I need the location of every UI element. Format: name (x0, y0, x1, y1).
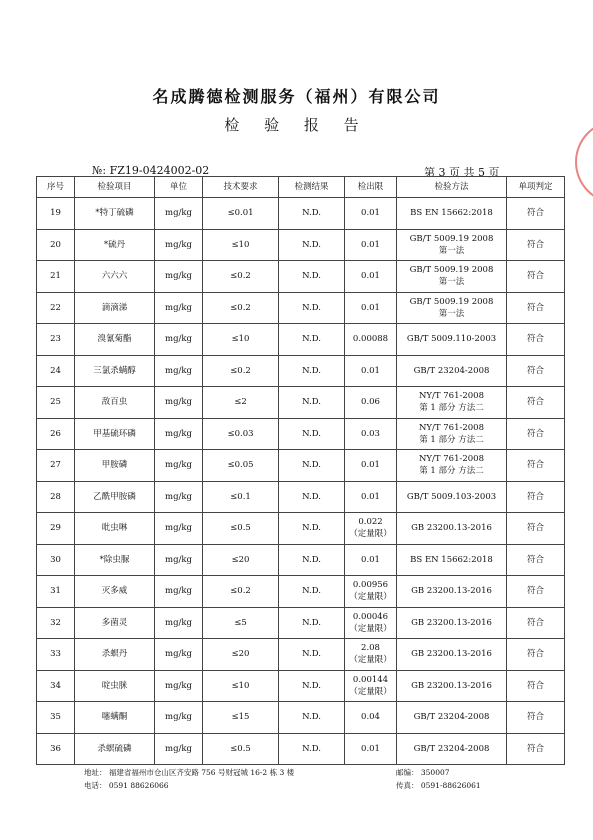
table-row (37, 607, 565, 639)
cell-verdict: 符合 (507, 198, 565, 230)
cell-no: 19 (37, 198, 75, 230)
cell-detection-limit (345, 229, 397, 261)
cell-method (397, 481, 507, 513)
cell-verdict: 符合 (507, 702, 565, 734)
cell-result: N.D. (279, 481, 345, 513)
cell-method (397, 324, 507, 356)
cell-method-line1: GB/T 23204-2008 (413, 712, 490, 723)
cell-detection-limit (345, 324, 397, 356)
cell-verdict: 符合 (507, 733, 565, 765)
cell-method-line2: 第一法 (438, 308, 465, 319)
table-row (37, 387, 565, 419)
cell-item: 乙酰甲胺磷 (75, 481, 155, 513)
footer-address: 地址： 福建省福州市仓山区齐安路 756 号财冠城 16-2 栋 3 楼 (84, 768, 295, 777)
cell-requirement: ≤0.5 (203, 733, 279, 765)
cell-item: 啶虫脒 (75, 670, 155, 702)
cell-no: 33 (37, 639, 75, 671)
cell-detection-limit (345, 702, 397, 734)
cell-item: 三氯杀螨醇 (75, 355, 155, 387)
cell-detection-limit-line1: 0.01 (361, 743, 380, 754)
cell-method-line1: GB 23200.13-2016 (411, 586, 492, 597)
cell-item: 杀螟丹 (75, 639, 155, 671)
cell-requirement: ≤0.1 (203, 481, 279, 513)
cell-unit: mg/kg (155, 261, 203, 293)
table-row (37, 544, 565, 576)
cell-detection-limit-line1: 0.04 (361, 712, 380, 723)
cell-result: N.D. (279, 355, 345, 387)
cell-item: *特丁硫磷 (75, 198, 155, 230)
cell-no: 29 (37, 513, 75, 545)
table-row (37, 198, 565, 230)
cell-detection-limit-line1: 0.00144 (352, 674, 389, 685)
cell-method (397, 229, 507, 261)
cell-result: N.D. (279, 418, 345, 450)
cell-no: 30 (37, 544, 75, 576)
cell-detection-limit-line2: （定量限） (349, 655, 392, 666)
cell-method (397, 733, 507, 765)
cell-verdict: 符合 (507, 670, 565, 702)
cell-detection-limit-line2: （定量限） (349, 592, 392, 603)
cell-item: 滴滴涕 (75, 292, 155, 324)
cell-requirement: ≤0.03 (203, 418, 279, 450)
col-header-unit: 单位 (155, 177, 203, 198)
cell-verdict: 符合 (507, 292, 565, 324)
cell-requirement: ≤2 (203, 387, 279, 419)
cell-detection-limit (345, 418, 397, 450)
table-row (37, 670, 565, 702)
cell-no: 22 (37, 292, 75, 324)
cell-detection-limit-line1: 0.01 (361, 239, 380, 250)
cell-method-line1: NY/T 761-2008 (418, 454, 484, 465)
cell-item: 甲基硫环磷 (75, 418, 155, 450)
cell-no: 28 (37, 481, 75, 513)
cell-result: N.D. (279, 733, 345, 765)
cell-method-line1: GB/T 23204-2008 (413, 743, 490, 754)
cell-no: 34 (37, 670, 75, 702)
cell-detection-limit-line1: 0.01 (361, 554, 380, 565)
cell-requirement: ≤0.5 (203, 513, 279, 545)
cell-method-line2: 第一法 (438, 277, 465, 288)
cell-method (397, 292, 507, 324)
cell-method-line1: GB 23200.13-2016 (411, 617, 492, 628)
cell-item: 六六六 (75, 261, 155, 293)
cell-no: 27 (37, 450, 75, 482)
cell-method-line1: BS EN 15662:2018 (410, 208, 493, 219)
cell-method-line1: GB/T 5009.19 2008 (409, 265, 494, 276)
cell-item: 杀螟硫磷 (75, 733, 155, 765)
company-name: 名成腾德检测服务（福州）有限公司 (152, 87, 441, 106)
cell-requirement: ≤0.05 (203, 450, 279, 482)
cell-method (397, 198, 507, 230)
page-info: 第 3 页 共 5 页 (424, 166, 500, 179)
cell-method-line1: GB 23200.13-2016 (411, 680, 492, 691)
table-row (37, 576, 565, 608)
cell-method-line2: 第一法 (438, 245, 465, 256)
cell-requirement: ≤10 (203, 229, 279, 261)
cell-unit: mg/kg (155, 513, 203, 545)
cell-detection-limit-line1: 0.00956 (352, 580, 389, 591)
cell-method (397, 639, 507, 671)
cell-result: N.D. (279, 261, 345, 293)
report-title: 检 验 报 告 (224, 116, 369, 134)
cell-method (397, 576, 507, 608)
results-table (36, 176, 565, 765)
cell-method-line1: NY/T 761-2008 (418, 391, 484, 402)
cell-unit: mg/kg (155, 198, 203, 230)
cell-result: N.D. (279, 639, 345, 671)
cell-method-line1: NY/T 761-2008 (418, 422, 484, 433)
footer-contact-right (396, 766, 481, 792)
cell-verdict: 符合 (507, 639, 565, 671)
table-row (37, 261, 565, 293)
cell-method (397, 450, 507, 482)
cell-requirement: ≤0.2 (203, 355, 279, 387)
cell-detection-limit (345, 198, 397, 230)
cell-requirement: ≤0.2 (203, 576, 279, 608)
cell-unit: mg/kg (155, 544, 203, 576)
cell-no: 36 (37, 733, 75, 765)
cell-detection-limit (345, 450, 397, 482)
cell-method (397, 702, 507, 734)
cell-detection-limit (345, 387, 397, 419)
col-header-verdict: 单项判定 (507, 177, 565, 198)
table-row (37, 450, 565, 482)
cell-requirement: ≤20 (203, 544, 279, 576)
cell-verdict: 符合 (507, 607, 565, 639)
cell-unit: mg/kg (155, 355, 203, 387)
cell-method-line2: 第 1 部分 方法二 (419, 403, 484, 414)
cell-unit: mg/kg (155, 607, 203, 639)
cell-detection-limit-line1: 0.01 (361, 271, 380, 282)
cell-detection-limit-line1: 0.01 (361, 208, 380, 219)
cell-no: 31 (37, 576, 75, 608)
cell-result: N.D. (279, 387, 345, 419)
cell-verdict: 符合 (507, 513, 565, 545)
footer-postcode: 邮编： 350007 (396, 768, 450, 777)
table-row (37, 513, 565, 545)
table-row (37, 702, 565, 734)
cell-detection-limit (345, 576, 397, 608)
cell-result: N.D. (279, 513, 345, 545)
cell-result: N.D. (279, 229, 345, 261)
cell-no: 24 (37, 355, 75, 387)
cell-detection-limit-line1: 0.00046 (352, 611, 389, 622)
cell-requirement: ≤0.2 (203, 292, 279, 324)
cell-verdict: 符合 (507, 544, 565, 576)
cell-no: 25 (37, 387, 75, 419)
seal-ring (575, 120, 593, 200)
cell-no: 20 (37, 229, 75, 261)
cell-unit: mg/kg (155, 702, 203, 734)
cell-result: N.D. (279, 607, 345, 639)
cell-unit: mg/kg (155, 733, 203, 765)
cell-verdict: 符合 (507, 418, 565, 450)
cell-method-line1: GB/T 5009.103-2003 (406, 491, 497, 502)
cell-result: N.D. (279, 324, 345, 356)
table-row (37, 639, 565, 671)
cell-unit: mg/kg (155, 670, 203, 702)
cell-requirement: ≤10 (203, 670, 279, 702)
col-header-detection-limit: 检出限 (345, 177, 397, 198)
cell-item: 噻螨酮 (75, 702, 155, 734)
cell-item: *除虫脲 (75, 544, 155, 576)
cell-detection-limit-line1: 2.08 (361, 643, 380, 654)
cell-unit: mg/kg (155, 387, 203, 419)
footer-fax: 传真： 0591-88626061 (396, 781, 481, 790)
cell-item: 甲胺磷 (75, 450, 155, 482)
cell-method (397, 418, 507, 450)
cell-result: N.D. (279, 576, 345, 608)
cell-detection-limit-line1: 0.01 (361, 491, 380, 502)
col-header-item: 检验项目 (75, 177, 155, 198)
cell-verdict: 符合 (507, 229, 565, 261)
cell-no: 23 (37, 324, 75, 356)
cell-detection-limit-line1: 0.06 (361, 397, 380, 408)
cell-detection-limit-line1: 0.01 (361, 365, 380, 376)
cell-requirement: ≤5 (203, 607, 279, 639)
cell-method-line2: 第 1 部分 方法二 (419, 434, 484, 445)
cell-no: 35 (37, 702, 75, 734)
table-header-row (37, 177, 565, 198)
cell-detection-limit-line2: （定量限） (349, 686, 392, 697)
cell-verdict: 符合 (507, 481, 565, 513)
cell-unit: mg/kg (155, 418, 203, 450)
cell-detection-limit-line2: （定量限） (349, 529, 392, 540)
cell-detection-limit-line1: 0.01 (361, 302, 380, 313)
col-header-result: 检测结果 (279, 177, 345, 198)
cell-result: N.D. (279, 702, 345, 734)
cell-method-line1: GB/T 5009.19 2008 (409, 296, 494, 307)
cell-no: 26 (37, 418, 75, 450)
cell-unit: mg/kg (155, 576, 203, 608)
cell-method-line2: 第 1 部分 方法二 (419, 466, 484, 477)
seal-stamp (569, 120, 593, 200)
cell-verdict: 符合 (507, 324, 565, 356)
cell-detection-limit (345, 733, 397, 765)
cell-method-line1: GB 23200.13-2016 (411, 523, 492, 534)
cell-method (397, 544, 507, 576)
cell-method-line1: GB 23200.13-2016 (411, 649, 492, 660)
cell-result: N.D. (279, 544, 345, 576)
cell-detection-limit-line2: （定量限） (349, 623, 392, 634)
cell-item: 溴氰菊酯 (75, 324, 155, 356)
cell-detection-limit-line1: 0.00088 (352, 334, 389, 345)
cell-unit: mg/kg (155, 229, 203, 261)
table-row (37, 292, 565, 324)
cell-detection-limit-line1: 0.01 (361, 460, 380, 471)
cell-method (397, 607, 507, 639)
cell-detection-limit (345, 261, 397, 293)
cell-item: 敌百虫 (75, 387, 155, 419)
col-header-method: 检验方法 (397, 177, 507, 198)
cell-item: 灭多威 (75, 576, 155, 608)
col-header-requirement: 技术要求 (203, 177, 279, 198)
cell-item: 吡虫啉 (75, 513, 155, 545)
table-row (37, 733, 565, 765)
cell-method-line1: BS EN 15662:2018 (410, 554, 493, 565)
cell-result: N.D. (279, 450, 345, 482)
footer-phone: 电话： 0591 88626066 (84, 781, 169, 790)
cell-requirement: ≤10 (203, 324, 279, 356)
cell-detection-limit (345, 607, 397, 639)
cell-requirement: ≤0.2 (203, 261, 279, 293)
cell-requirement: ≤0.01 (203, 198, 279, 230)
cell-detection-limit-line1: 0.03 (361, 428, 380, 439)
cell-method (397, 261, 507, 293)
cell-detection-limit (345, 292, 397, 324)
cell-no: 21 (37, 261, 75, 293)
cell-detection-limit (345, 513, 397, 545)
cell-result: N.D. (279, 670, 345, 702)
cell-method (397, 670, 507, 702)
cell-detection-limit (345, 639, 397, 671)
cell-unit: mg/kg (155, 639, 203, 671)
cell-method (397, 513, 507, 545)
col-header-no: 序号 (37, 177, 75, 198)
cell-requirement: ≤20 (203, 639, 279, 671)
cell-method (397, 387, 507, 419)
cell-unit: mg/kg (155, 292, 203, 324)
cell-unit: mg/kg (155, 481, 203, 513)
table-row (37, 324, 565, 356)
cell-unit: mg/kg (155, 324, 203, 356)
cell-verdict: 符合 (507, 355, 565, 387)
cell-method-line1: GB/T 5009.19 2008 (409, 233, 494, 244)
cell-no: 32 (37, 607, 75, 639)
table-row (37, 355, 565, 387)
cell-unit: mg/kg (155, 450, 203, 482)
cell-item: *硫丹 (75, 229, 155, 261)
cell-detection-limit (345, 544, 397, 576)
cell-method-line1: GB/T 5009.110-2003 (406, 334, 497, 345)
table-row (37, 418, 565, 450)
cell-verdict: 符合 (507, 450, 565, 482)
cell-detection-limit (345, 481, 397, 513)
cell-verdict: 符合 (507, 261, 565, 293)
cell-result: N.D. (279, 198, 345, 230)
footer-contact-left (84, 766, 294, 792)
cell-method-line1: GB/T 23204-2008 (413, 365, 490, 376)
cell-verdict: 符合 (507, 576, 565, 608)
cell-verdict: 符合 (507, 387, 565, 419)
table-row (37, 229, 565, 261)
cell-item: 多菌灵 (75, 607, 155, 639)
cell-requirement: ≤15 (203, 702, 279, 734)
cell-method (397, 355, 507, 387)
cell-detection-limit (345, 355, 397, 387)
cell-detection-limit (345, 670, 397, 702)
table-row (37, 481, 565, 513)
report-number: №: FZ19-0424002-02 (92, 164, 210, 177)
cell-result: N.D. (279, 292, 345, 324)
cell-detection-limit-line1: 0.022 (358, 517, 383, 528)
